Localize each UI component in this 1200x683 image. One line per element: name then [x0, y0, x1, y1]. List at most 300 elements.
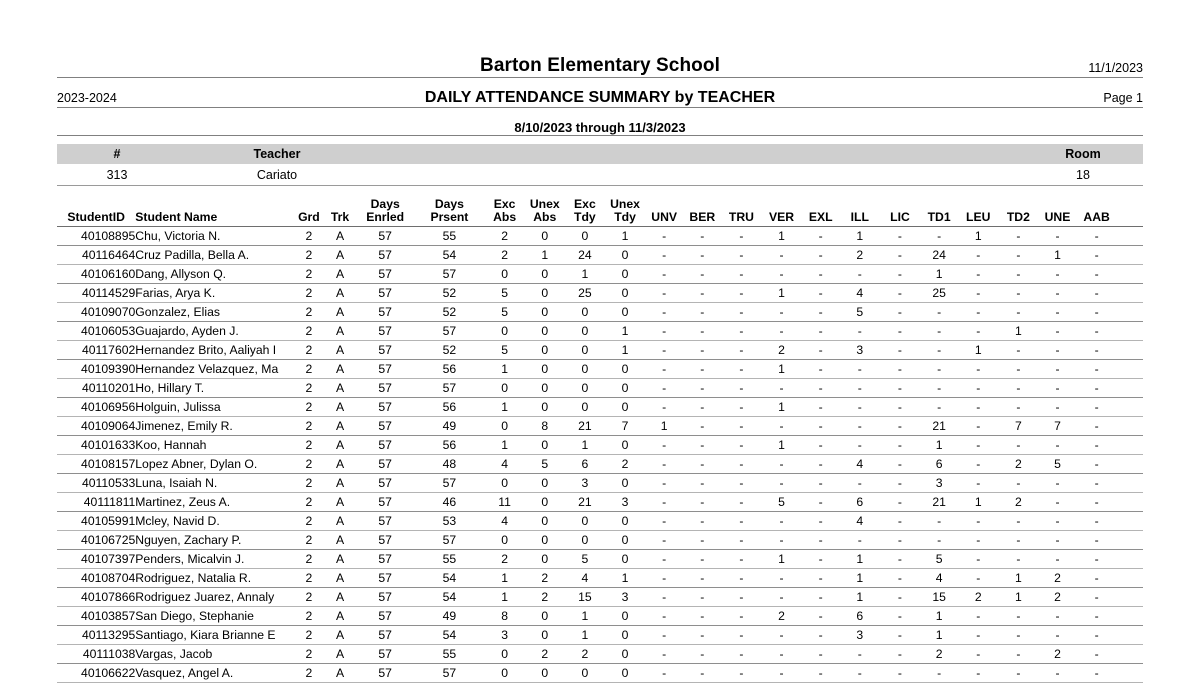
- cell-tru: -: [721, 322, 761, 341]
- cell-lic: -: [880, 531, 920, 550]
- cell-days-enrled: 57: [356, 341, 414, 360]
- cell-student-name: [135, 531, 294, 550]
- cell-td2: -: [998, 436, 1038, 455]
- cell-unex-tdy: 0: [605, 360, 645, 379]
- cell-unex-tdy: 3: [605, 588, 645, 607]
- table-row[interactable]: [57, 246, 1143, 265]
- cell-aab: -: [1077, 512, 1117, 531]
- cell-tail-spacer: [1117, 379, 1143, 398]
- student-name-text: Vasquez, Angel A.: [135, 666, 234, 680]
- print-date: 11/1/2023: [1088, 61, 1143, 75]
- cell-ill: 3: [840, 626, 880, 645]
- cell-aab: -: [1077, 265, 1117, 284]
- cell-unex-abs: 0: [525, 607, 565, 626]
- cell-exc-tdy: 0: [565, 360, 605, 379]
- cell-student-name: [135, 512, 294, 531]
- cell-tru: -: [721, 360, 761, 379]
- cell-tru: -: [721, 626, 761, 645]
- cell-student-name: [135, 664, 294, 683]
- cell-unex-tdy: 0: [605, 379, 645, 398]
- cell-ver: 5: [761, 493, 801, 512]
- cell-une: 2: [1038, 569, 1076, 588]
- cell-days-prsent: 52: [414, 284, 484, 303]
- cell-unv: -: [645, 474, 683, 493]
- cell-exc-abs: 0: [485, 265, 525, 284]
- attendance-table-head: [57, 198, 1143, 227]
- cell-student-name: [135, 626, 294, 645]
- header-divider-3: [57, 135, 1143, 136]
- cell-td1: 4: [920, 569, 958, 588]
- cell-ver: -: [761, 246, 801, 265]
- cell-ber: -: [683, 360, 721, 379]
- cell-trk: A: [324, 265, 356, 284]
- cell-exc-abs: 1: [485, 398, 525, 417]
- cell-ill: 1: [840, 569, 880, 588]
- cell-leu: -: [958, 398, 998, 417]
- cell-aab: -: [1077, 493, 1117, 512]
- report-title: DAILY ATTENDANCE SUMMARY by TEACHER: [424, 89, 776, 106]
- cell-une: -: [1038, 550, 1076, 569]
- cell-tail-spacer: [1117, 341, 1143, 360]
- table-row[interactable]: [57, 493, 1143, 512]
- cell-aab: -: [1077, 398, 1117, 417]
- cell-leu: -: [958, 550, 998, 569]
- cell-tru: -: [721, 493, 761, 512]
- cell-grd: 2: [294, 341, 324, 360]
- cell-tru: -: [721, 645, 761, 664]
- cell-ver: -: [761, 455, 801, 474]
- table-row[interactable]: [57, 626, 1143, 645]
- cell-tru: -: [721, 265, 761, 284]
- cell-student-id: 40113295: [57, 626, 135, 645]
- col-header-days-enrled-line2: Enrled: [366, 209, 405, 224]
- cell-tail-spacer: [1117, 436, 1143, 455]
- col-header-exl: EXL: [802, 198, 840, 227]
- cell-lic: -: [880, 550, 920, 569]
- cell-ber: -: [683, 417, 721, 436]
- cell-days-enrled: 57: [356, 493, 414, 512]
- cell-tail-spacer: [1117, 550, 1143, 569]
- teacher-name-header: Teacher: [253, 147, 301, 161]
- cell-exl: -: [802, 626, 840, 645]
- cell-exl: -: [802, 645, 840, 664]
- cell-unex-abs: 0: [525, 512, 565, 531]
- cell-ill: -: [840, 322, 880, 341]
- cell-unex-abs: 8: [525, 417, 565, 436]
- cell-une: -: [1038, 265, 1076, 284]
- cell-exc-tdy: 15: [565, 588, 605, 607]
- cell-ill: -: [840, 645, 880, 664]
- cell-exc-abs: 2: [485, 227, 525, 246]
- cell-aab: -: [1077, 284, 1117, 303]
- student-name-text: Koo, Hannah: [135, 438, 207, 452]
- cell-exc-tdy: 0: [565, 322, 605, 341]
- cell-days-prsent: 54: [414, 569, 484, 588]
- cell-tru: -: [721, 550, 761, 569]
- cell-unv: -: [645, 360, 683, 379]
- cell-ber: -: [683, 550, 721, 569]
- cell-td1: -: [920, 398, 958, 417]
- cell-une: 2: [1038, 588, 1076, 607]
- cell-aab: -: [1077, 607, 1117, 626]
- cell-exc-abs: 1: [485, 569, 525, 588]
- cell-trk: A: [324, 512, 356, 531]
- col-header-unex-tdy: [605, 198, 645, 227]
- cell-student-name: [135, 303, 294, 322]
- cell-aab: -: [1077, 474, 1117, 493]
- cell-days-prsent: 56: [414, 360, 484, 379]
- table-row[interactable]: [57, 474, 1143, 493]
- cell-tail-spacer: [1117, 246, 1143, 265]
- cell-student-id: 40105991: [57, 512, 135, 531]
- table-row[interactable]: [57, 455, 1143, 474]
- cell-days-prsent: 57: [414, 531, 484, 550]
- cell-unex-tdy: 1: [605, 322, 645, 341]
- cell-days-enrled: 57: [356, 512, 414, 531]
- cell-ber: -: [683, 303, 721, 322]
- col-header-ill: ILL: [840, 198, 880, 227]
- cell-tail-spacer: [1117, 531, 1143, 550]
- cell-leu: -: [958, 455, 998, 474]
- table-row[interactable]: [57, 569, 1143, 588]
- cell-td1: 21: [920, 493, 958, 512]
- table-row[interactable]: [57, 379, 1143, 398]
- cell-exc-abs: 0: [485, 322, 525, 341]
- cell-student-id: 40109070: [57, 303, 135, 322]
- cell-exc-abs: 2: [485, 550, 525, 569]
- cell-student-id: 40106160: [57, 265, 135, 284]
- cell-trk: A: [324, 417, 356, 436]
- cell-trk: A: [324, 436, 356, 455]
- cell-ver: 1: [761, 360, 801, 379]
- cell-grd: 2: [294, 607, 324, 626]
- cell-unex-tdy: 0: [605, 512, 645, 531]
- cell-exc-abs: 8: [485, 607, 525, 626]
- cell-lic: -: [880, 379, 920, 398]
- table-row[interactable]: [57, 341, 1143, 360]
- student-name-text: Rodriguez, Natalia R.: [135, 571, 252, 585]
- table-row[interactable]: [57, 398, 1143, 417]
- cell-aab: -: [1077, 341, 1117, 360]
- student-name-text: Vargas, Jacob: [135, 647, 213, 661]
- cell-student-id: 40108157: [57, 455, 135, 474]
- cell-exc-tdy: 1: [565, 436, 605, 455]
- cell-student-name: [135, 607, 294, 626]
- student-name-text: Chu, Victoria N.: [135, 229, 221, 243]
- cell-student-name: [135, 227, 294, 246]
- header-divider-1: [57, 77, 1143, 78]
- cell-days-enrled: 57: [356, 284, 414, 303]
- cell-unv: -: [645, 531, 683, 550]
- cell-lic: -: [880, 607, 920, 626]
- cell-unex-abs: 0: [525, 531, 565, 550]
- student-name-text: Martinez, Zeus A.: [135, 495, 231, 509]
- cell-ill: 1: [840, 588, 880, 607]
- cell-exc-abs: 2: [485, 246, 525, 265]
- cell-tail-spacer: [1117, 569, 1143, 588]
- cell-days-prsent: 54: [414, 626, 484, 645]
- col-header-unex-tdy-line1: Unex: [610, 197, 640, 211]
- cell-td2: 7: [998, 417, 1038, 436]
- cell-une: -: [1038, 379, 1076, 398]
- cell-days-prsent: 57: [414, 379, 484, 398]
- cell-days-enrled: 57: [356, 607, 414, 626]
- cell-tru: -: [721, 246, 761, 265]
- cell-ill: 6: [840, 493, 880, 512]
- cell-td1: -: [920, 379, 958, 398]
- cell-unex-tdy: 0: [605, 550, 645, 569]
- cell-student-id: 40114529: [57, 284, 135, 303]
- cell-exl: -: [802, 284, 840, 303]
- cell-tru: -: [721, 512, 761, 531]
- cell-une: -: [1038, 512, 1076, 531]
- cell-days-prsent: 56: [414, 398, 484, 417]
- cell-leu: -: [958, 265, 998, 284]
- table-row[interactable]: [57, 303, 1143, 322]
- cell-ill: 5: [840, 303, 880, 322]
- cell-exc-tdy: 0: [565, 398, 605, 417]
- cell-leu: -: [958, 417, 998, 436]
- table-row[interactable]: [57, 360, 1143, 379]
- cell-exl: -: [802, 360, 840, 379]
- cell-unex-abs: 0: [525, 227, 565, 246]
- cell-ber: -: [683, 626, 721, 645]
- table-row[interactable]: [57, 284, 1143, 303]
- cell-unv: -: [645, 512, 683, 531]
- cell-exl: -: [802, 379, 840, 398]
- cell-aab: -: [1077, 455, 1117, 474]
- cell-unv: -: [645, 455, 683, 474]
- cell-unv: -: [645, 341, 683, 360]
- cell-days-enrled: 57: [356, 626, 414, 645]
- cell-ber: -: [683, 379, 721, 398]
- cell-exc-tdy: 6: [565, 455, 605, 474]
- cell-tru: -: [721, 341, 761, 360]
- cell-student-id: 40109064: [57, 417, 135, 436]
- cell-td1: -: [920, 322, 958, 341]
- cell-ber: -: [683, 398, 721, 417]
- cell-trk: A: [324, 246, 356, 265]
- cell-days-prsent: 52: [414, 303, 484, 322]
- col-header-exc-tdy: [565, 198, 605, 227]
- cell-unex-abs: 0: [525, 398, 565, 417]
- cell-leu: -: [958, 360, 998, 379]
- cell-td1: -: [920, 341, 958, 360]
- cell-trk: A: [324, 588, 356, 607]
- cell-grd: 2: [294, 417, 324, 436]
- cell-unex-abs: 0: [525, 436, 565, 455]
- cell-grd: 2: [294, 284, 324, 303]
- cell-ber: -: [683, 493, 721, 512]
- col-header-days-enrled-line1: Days: [370, 197, 400, 211]
- table-row[interactable]: [57, 645, 1143, 664]
- cell-ber: -: [683, 227, 721, 246]
- student-name-text: San Diego, Stephanie: [135, 609, 254, 623]
- cell-ber: -: [683, 569, 721, 588]
- cell-leu: -: [958, 569, 998, 588]
- student-name-text: Santiago, Kiara Brianne E: [135, 628, 276, 642]
- school-year: 2023-2024: [57, 91, 117, 105]
- cell-ber: -: [683, 455, 721, 474]
- cell-unex-tdy: 1: [605, 227, 645, 246]
- cell-unex-tdy: 2: [605, 455, 645, 474]
- cell-trk: A: [324, 569, 356, 588]
- cell-days-prsent: 46: [414, 493, 484, 512]
- cell-td2: -: [998, 474, 1038, 493]
- cell-exc-tdy: 0: [565, 531, 605, 550]
- cell-ill: 1: [840, 550, 880, 569]
- cell-days-enrled: 57: [356, 474, 414, 493]
- table-row[interactable]: [57, 531, 1143, 550]
- cell-ill: -: [840, 436, 880, 455]
- table-row[interactable]: [57, 607, 1143, 626]
- cell-une: -: [1038, 360, 1076, 379]
- cell-unex-abs: 2: [525, 588, 565, 607]
- cell-exl: -: [802, 569, 840, 588]
- cell-days-enrled: 57: [356, 531, 414, 550]
- col-header-unex-abs-line1: Unex: [529, 197, 560, 211]
- col-header-unex-abs: [525, 198, 565, 227]
- cell-grd: 2: [294, 436, 324, 455]
- cell-student-name: [135, 322, 294, 341]
- teacher-group-values: [57, 164, 1143, 186]
- cell-aab: -: [1077, 436, 1117, 455]
- cell-student-name: [135, 341, 294, 360]
- cell-tail-spacer: [1117, 227, 1143, 246]
- cell-exc-abs: 0: [485, 417, 525, 436]
- cell-days-enrled: 57: [356, 246, 414, 265]
- cell-leu: -: [958, 284, 998, 303]
- cell-ill: -: [840, 531, 880, 550]
- cell-student-id: 40107397: [57, 550, 135, 569]
- cell-aab: -: [1077, 645, 1117, 664]
- cell-unex-tdy: 1: [605, 341, 645, 360]
- cell-days-prsent: 54: [414, 588, 484, 607]
- teacher-name-value: Cariato: [256, 167, 298, 182]
- cell-une: 1: [1038, 246, 1076, 265]
- cell-leu: -: [958, 664, 998, 683]
- cell-unv: -: [645, 303, 683, 322]
- cell-days-prsent: 56: [414, 436, 484, 455]
- cell-tail-spacer: [1117, 588, 1143, 607]
- cell-days-enrled: 57: [356, 588, 414, 607]
- cell-exc-tdy: 21: [565, 417, 605, 436]
- col-header-unex-abs-line2: Abs: [533, 209, 557, 224]
- table-row[interactable]: [57, 664, 1143, 683]
- cell-td2: 1: [998, 569, 1038, 588]
- table-row[interactable]: [57, 417, 1143, 436]
- cell-unex-abs: 0: [525, 284, 565, 303]
- cell-student-id: 40110201: [57, 379, 135, 398]
- cell-days-enrled: 57: [356, 417, 414, 436]
- cell-grd: 2: [294, 379, 324, 398]
- cell-exl: -: [802, 341, 840, 360]
- table-row[interactable]: [57, 265, 1143, 284]
- cell-unex-tdy: 0: [605, 645, 645, 664]
- attendance-table-body: [57, 227, 1143, 683]
- cell-student-id: 40106725: [57, 531, 135, 550]
- cell-trk: A: [324, 664, 356, 683]
- cell-ber: -: [683, 341, 721, 360]
- cell-exc-tdy: 4: [565, 569, 605, 588]
- cell-days-enrled: 57: [356, 227, 414, 246]
- cell-exc-abs: 5: [485, 284, 525, 303]
- cell-trk: A: [324, 360, 356, 379]
- cell-days-prsent: 57: [414, 474, 484, 493]
- col-header-trk: Trk: [324, 198, 356, 227]
- cell-exc-tdy: 2: [565, 645, 605, 664]
- table-row[interactable]: [57, 588, 1143, 607]
- col-header-ver: VER: [761, 198, 801, 227]
- cell-unex-abs: 0: [525, 626, 565, 645]
- cell-student-id: 40107866: [57, 588, 135, 607]
- cell-student-name: [135, 455, 294, 474]
- col-header-td1: TD1: [920, 198, 958, 227]
- cell-tail-spacer: [1117, 322, 1143, 341]
- cell-exc-abs: 3: [485, 626, 525, 645]
- cell-unex-tdy: 0: [605, 531, 645, 550]
- cell-days-enrled: 57: [356, 303, 414, 322]
- col-header-student-name: Student Name: [135, 198, 294, 227]
- cell-tail-spacer: [1117, 455, 1143, 474]
- cell-une: -: [1038, 626, 1076, 645]
- cell-tru: -: [721, 284, 761, 303]
- col-header-lic: LIC: [880, 198, 920, 227]
- col-header-exc-abs-line1: Exc: [493, 197, 516, 211]
- cell-days-enrled: 57: [356, 398, 414, 417]
- cell-days-enrled: 57: [356, 360, 414, 379]
- cell-exl: -: [802, 436, 840, 455]
- cell-exc-tdy: 0: [565, 227, 605, 246]
- cell-exl: -: [802, 512, 840, 531]
- cell-tru: -: [721, 303, 761, 322]
- cell-ill: 2: [840, 246, 880, 265]
- table-row[interactable]: [57, 227, 1143, 246]
- cell-days-prsent: 52: [414, 341, 484, 360]
- cell-student-name: [135, 265, 294, 284]
- cell-unex-abs: 2: [525, 569, 565, 588]
- cell-ber: -: [683, 645, 721, 664]
- table-row[interactable]: [57, 512, 1143, 531]
- table-row[interactable]: [57, 550, 1143, 569]
- cell-td1: 6: [920, 455, 958, 474]
- table-row[interactable]: [57, 436, 1143, 455]
- teacher-room-header: Room: [1065, 147, 1101, 161]
- col-header-days-prsent: [414, 198, 484, 227]
- cell-student-name: [135, 645, 294, 664]
- cell-leu: -: [958, 436, 998, 455]
- page-number: Page 1: [1103, 91, 1143, 105]
- cell-ill: 4: [840, 455, 880, 474]
- cell-days-enrled: 57: [356, 569, 414, 588]
- cell-exc-tdy: 25: [565, 284, 605, 303]
- cell-trk: A: [324, 607, 356, 626]
- table-row[interactable]: [57, 322, 1143, 341]
- cell-ver: -: [761, 303, 801, 322]
- cell-td2: 2: [998, 455, 1038, 474]
- cell-td2: -: [998, 531, 1038, 550]
- student-name-text: Ho, Hillary T.: [135, 381, 205, 395]
- cell-unv: -: [645, 265, 683, 284]
- cell-lic: -: [880, 417, 920, 436]
- cell-exl: -: [802, 607, 840, 626]
- cell-grd: 2: [294, 303, 324, 322]
- cell-ver: 1: [761, 550, 801, 569]
- cell-leu: -: [958, 531, 998, 550]
- cell-ber: -: [683, 436, 721, 455]
- cell-grd: 2: [294, 588, 324, 607]
- cell-student-id: 40106053: [57, 322, 135, 341]
